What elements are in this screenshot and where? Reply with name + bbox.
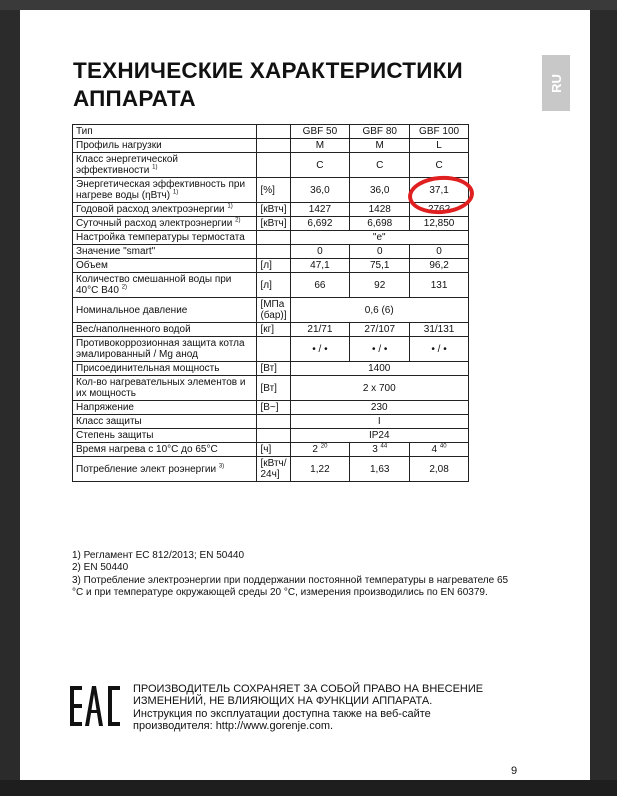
row-value-text: 92 [374,279,386,291]
footnotes [72,550,512,599]
row-label [73,178,257,203]
row-unit: [кг] [257,323,290,337]
row-value-text: M [315,140,325,151]
eac-logo-icon [70,684,120,728]
row-value-text: 1428 [368,204,391,215]
row-value-text: C [316,159,324,171]
row-label [73,323,257,337]
row-label-text: Кол-во нагревательных элементов и их мощность [76,377,246,399]
row-unit [257,153,290,178]
row-value [350,153,410,178]
row-value-text: M [375,140,384,151]
row-unit: [кВтч] [257,203,290,217]
row-footnote-ref: 3) [218,463,225,470]
row-value-merged: I [290,415,468,429]
row-value-text: 2 [312,444,318,455]
row-value-merged: 230 [290,401,468,415]
row-value-text: 47,1 [310,260,330,271]
row-value [350,178,410,203]
table-row [73,139,469,153]
table-row [73,337,469,362]
row-value-text: C [435,159,443,171]
header-model: GBF 80 [350,125,410,139]
row-value-minutes: 40 [439,443,447,450]
table-row [73,415,469,429]
row-value-text: 96,2 [429,260,449,271]
row-value [350,217,410,231]
row-value-text: 6,692 [307,218,333,229]
row-value [410,217,469,231]
row-value-text: 1,22 [310,463,330,475]
row-value-text: 31/131 [423,324,455,335]
row-value [290,443,350,457]
row-label-text: Значение "smart" [76,246,156,257]
row-label [73,153,257,178]
row-value-text: 36,0 [369,184,390,196]
row-unit: [ч] [257,443,290,457]
row-value-minutes: 44 [380,443,388,450]
row-value-merged: 1400 [290,362,468,376]
row-value-text: • / • [372,343,388,355]
row-footnote-ref: 1) [172,189,179,196]
row-value [290,178,350,203]
row-value-text: • / • [312,343,328,355]
row-label-text: Степень защиты [76,430,154,441]
manufacturer-notice [133,683,533,732]
row-value-merged: IP24 [290,429,468,443]
row-label-text: Противокоррозионная защита котла эмалированный / Mg анод [76,338,245,360]
row-value-text: 0 [376,246,383,257]
table-row [73,457,469,482]
row-label [73,415,257,429]
row-value-merged: "e" [290,231,468,245]
title-line-1: ТЕХНИЧЕСКИЕ ХАРАКТЕРИСТИКИ [73,58,463,83]
row-value [410,139,469,153]
row-value [290,259,350,273]
row-value [290,139,350,153]
row-value-text: 4 [431,444,438,455]
row-value [350,203,410,217]
table-row [73,203,469,217]
table-row [73,217,469,231]
header-param: Тип [73,125,257,139]
row-value [350,273,410,298]
row-label [73,337,257,362]
page-title [73,57,513,113]
table-row [73,401,469,415]
row-label [73,401,257,415]
row-value-minutes: 20 [320,443,328,450]
row-value-merged: 2 x 700 [290,376,468,401]
footnote-2: 2) EN 50440 [72,562,129,574]
row-label [73,362,257,376]
row-label-text: Энергетическая эффективность при нагреве воды (ηВтч) [76,179,246,201]
row-label-text: Суточный расход электроэнергии [76,218,233,229]
row-unit: [МПа (бар)] [257,298,290,323]
row-value [410,443,469,457]
header-model: GBF 50 [290,125,350,139]
table-row [73,245,469,259]
row-label [73,429,257,443]
table-row [73,259,469,273]
row-value [350,337,410,362]
row-label [73,457,257,482]
row-value-text: C [376,159,384,171]
row-value-text: 1427 [308,204,332,215]
table-row [73,273,469,298]
row-value-text: 0 [317,246,323,257]
row-value-text: 1,63 [369,463,390,475]
page-number: 9 [511,765,518,777]
footnote-1: 1) Регламент ЕС 812/2013; EN 50440 [72,550,245,561]
row-label [73,376,257,401]
row-value [410,245,469,259]
row-unit [257,231,290,245]
row-unit: [л] [257,273,290,298]
row-value-text: 37,1 [429,184,449,196]
row-label [73,273,257,298]
row-value [290,203,350,217]
manufacturer-line-1: ПРОИЗВОДИТЕЛЬ СОХРАНЯЕТ ЗА СОБОЙ ПРАВО НА ВНЕСЕНИЕ [133,683,484,695]
row-value-text: 131 [430,279,448,291]
row-unit [257,415,290,429]
row-value-text: 66 [314,279,326,291]
row-unit [257,139,290,153]
row-value-text: 6,698 [367,218,393,229]
row-value-text: 0 [436,246,442,257]
row-value-text: 12,850 [423,218,455,229]
row-unit [257,337,290,362]
row-footnote-ref: 1) [152,164,158,171]
row-label-text: Потребление элект роэнергии [76,463,217,475]
row-value [290,217,350,231]
header-model: GBF 100 [410,125,469,139]
viewer-bottom-edge [0,780,617,796]
manufacturer-line-3: Инструкция по эксплуатации доступна также на веб-сайте [133,707,431,720]
row-value-text: 27/107 [364,324,396,335]
row-label-text: Объем [76,260,108,271]
row-unit: [кВтч/ 24ч] [257,457,290,482]
table-row [73,153,469,178]
row-label-text: Класс защиты [76,416,142,427]
row-label-text: Класс энергетической эффективности [76,154,178,176]
row-label [73,443,257,457]
table-header-row [73,125,469,139]
row-footnote-ref: 1) [227,203,233,210]
spec-table [72,124,469,482]
row-value [410,259,469,273]
row-unit: [кВтч] [257,217,290,231]
row-value-text: 36,0 [310,184,330,196]
table-row [73,323,469,337]
row-value [410,457,469,482]
row-value-text: L [436,140,442,151]
row-label [73,245,257,259]
row-value-merged: 0,6 (6) [290,298,468,323]
row-label [73,298,257,323]
row-value [290,337,350,362]
row-label-text: Присоединительная мощность [76,363,220,374]
row-label [73,259,257,273]
row-value [350,245,410,259]
row-label [73,139,257,153]
row-unit: [л] [257,259,290,273]
manufacturer-line-4: производителя: http://www.gorenje.com. [133,719,334,732]
row-label-text: Напряжение [76,402,134,413]
header-unit [257,125,290,139]
row-unit [257,429,290,443]
row-unit: [%] [257,178,290,203]
row-footnote-ref: 2) [121,284,128,291]
row-label-text: Время нагрева с 10°С до 65°С [76,444,218,455]
row-label [73,231,257,245]
title-line-2: АППАРАТА [73,86,196,111]
row-value [410,323,469,337]
row-value [290,323,350,337]
row-value-text: • / • [431,343,447,355]
row-label-text: Профиль нагрузки [76,140,162,151]
table-row [73,376,469,401]
viewer-toolbar [0,0,617,10]
table-row [73,443,469,457]
row-label-text: Вес/наполненного водой [76,324,191,335]
row-value [290,245,350,259]
table-row [73,298,469,323]
row-value [410,153,469,178]
row-value-text: 3 [372,444,378,455]
row-value [290,457,350,482]
language-tab [542,55,570,111]
row-label-text: Количество смешанной воды при 40°С В40 [76,274,232,296]
row-label [73,217,257,231]
row-value-text: 2762 [427,204,451,215]
row-value [410,337,469,362]
row-label [73,203,257,217]
row-unit: [Вт] [257,362,290,376]
row-unit [257,245,290,259]
row-value [410,273,469,298]
row-label-text: Настройка температуры термостата [76,232,245,243]
row-value [350,139,410,153]
language-tab-label: RU [548,73,564,93]
row-value [350,457,410,482]
row-value [350,323,410,337]
row-unit: [В~] [257,401,290,415]
row-label-text: Номинальное давление [76,304,188,316]
table-row [73,231,469,245]
row-value [350,443,410,457]
row-value-text: 75,1 [369,260,390,271]
table-row [73,429,469,443]
row-unit: [Вт] [257,376,290,401]
row-value [290,153,350,178]
row-footnote-ref: 2) [235,217,241,224]
footnote-3: 3) Потребление электроэнергии при поддержании постоянной температуры в нагревателе 65 °С и при температуре окружающей среды 20 °С, измерения производились по EN 60379. [72,574,509,598]
manufacturer-line-2: ИЗМЕНЕНИЙ, НЕ ВЛИЯЮЩИХ НА ФУНКЦИИ АППАРАТА. [133,695,433,708]
row-label-text: Годовой расход электроэнергии [76,204,225,215]
row-value-text: 2,08 [429,463,449,475]
row-value-text: 21/71 [307,324,333,335]
table-row [73,362,469,376]
row-value [350,259,410,273]
row-value [290,273,350,298]
